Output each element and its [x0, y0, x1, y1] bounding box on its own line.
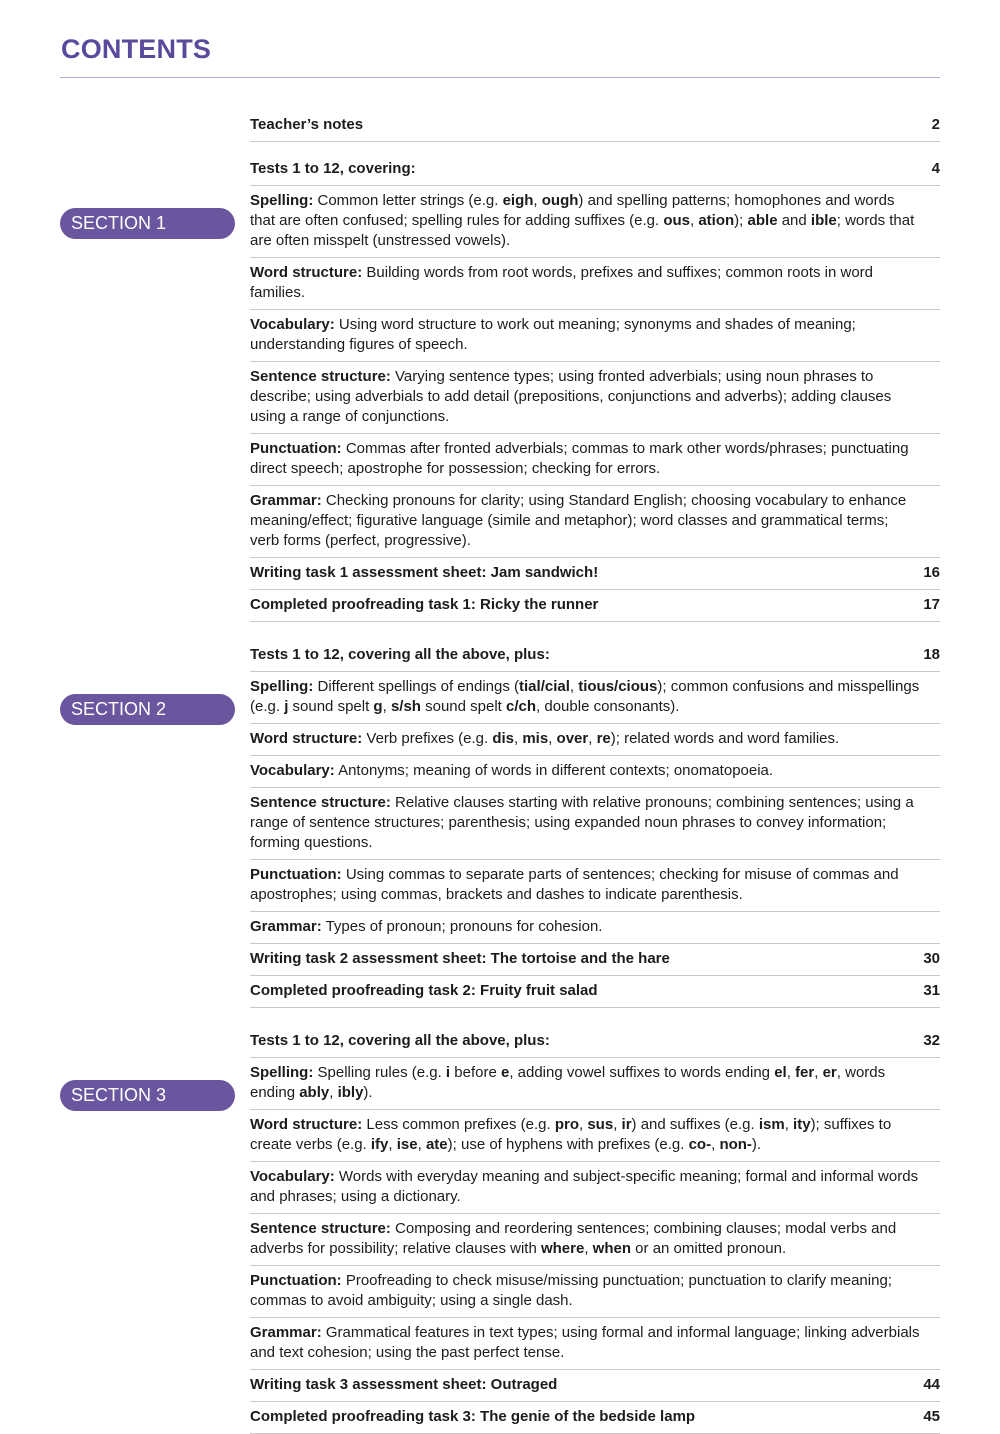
toc-entry-label: Completed proofreading task 1: Ricky the runner	[250, 596, 599, 613]
example-term: e	[500, 1064, 510, 1081]
example-term: ough	[541, 192, 579, 209]
toc-entry-page: 31	[923, 982, 940, 999]
description-text: ,	[584, 1240, 593, 1257]
description-text: sound spelt	[420, 698, 507, 715]
example-term: ibly	[337, 1084, 364, 1101]
toc-entry-page: 17	[923, 596, 940, 613]
topic-description	[250, 439, 940, 479]
description-text: ,	[417, 1136, 426, 1153]
toc-entry-label: Completed proofreading task 2: Fruity fruit salad	[250, 982, 598, 999]
example-term: s/sh	[390, 698, 421, 715]
topic-term: Sentence structure:	[250, 1220, 391, 1237]
topic-description	[250, 917, 940, 937]
description-text: ,	[613, 1116, 622, 1133]
description-text: Building words from root words, prefixes and suffixes; common roots in word families.	[250, 264, 874, 301]
description-text: ); use of hyphens with prefixes (e.g.	[447, 1136, 689, 1153]
example-term: mis	[522, 730, 549, 747]
toc-entry-page: 30	[923, 950, 940, 967]
description-text: ,	[569, 678, 579, 695]
topic-term: Word structure:	[250, 264, 363, 281]
example-term: er	[822, 1064, 837, 1081]
topic-row	[250, 1266, 940, 1318]
description-text: ,	[711, 1136, 720, 1153]
example-term: i	[445, 1064, 451, 1081]
example-term: ir	[621, 1116, 632, 1133]
description-text: suffixes to create verbs (e.g.	[250, 1116, 892, 1153]
example-term: able	[747, 212, 778, 229]
topic-description	[250, 1063, 940, 1103]
toc-entry-label: Completed proofreading task 3: The genie of the bedside lamp	[250, 1408, 696, 1425]
example-term: tious/cious	[578, 678, 658, 695]
topic-description	[250, 1115, 940, 1155]
description-text: , double consonants).	[536, 698, 680, 715]
example-term: c/ch	[506, 698, 537, 715]
example-term: co-	[688, 1136, 712, 1153]
contents-list	[60, 110, 940, 1434]
topic-term: Punctuation:	[250, 866, 342, 883]
description-text: and	[777, 212, 811, 229]
toc-entry-label: Writing task 3 assessment sheet: Outraged	[250, 1376, 558, 1393]
example-term: ation	[698, 212, 735, 229]
toc-entry-page: 16	[923, 564, 940, 581]
section-badge: SECTION 3	[60, 1080, 235, 1111]
page-title: CONTENTS	[61, 34, 212, 64]
toc-entry-task[interactable]	[250, 590, 940, 622]
description-text: ,	[533, 192, 542, 209]
example-term: ify	[370, 1136, 389, 1153]
example-term: j	[284, 698, 289, 715]
toc-entry-teachers-notes[interactable]	[250, 110, 940, 142]
description-text: ,	[388, 1136, 397, 1153]
topic-row	[250, 788, 940, 860]
example-term: non-	[719, 1136, 752, 1153]
topic-term: Spelling:	[250, 678, 314, 695]
topic-row	[250, 1318, 940, 1370]
example-term: ism	[758, 1116, 785, 1133]
topic-term: Word structure:	[250, 1116, 363, 1133]
example-term: ous	[663, 212, 690, 229]
description-text: Different spellings of endings (	[313, 678, 520, 695]
topic-term: Sentence structure:	[250, 794, 391, 811]
toc-entry-label: Writing task 1 assessment sheet: Jam sandwich!	[250, 564, 599, 581]
topic-row	[250, 1214, 940, 1266]
section-badge: SECTION 1	[60, 208, 235, 239]
description-text: Less common prefixes (e.g.	[362, 1116, 555, 1133]
topic-description	[250, 263, 940, 303]
toc-entry-label: Teacher’s notes	[250, 116, 364, 133]
example-term: g	[373, 698, 383, 715]
description-text: , adding vowel suffixes to words ending	[509, 1064, 775, 1081]
description-text: ); common confusions and misspellings (e.g.	[250, 678, 920, 715]
topic-term: Word structure:	[250, 730, 363, 747]
section-heading[interactable]	[250, 640, 940, 672]
toc-entry-label: Writing task 2 assessment sheet: The tortoise and the hare	[250, 950, 670, 967]
description-text: ,	[588, 730, 597, 747]
description-text: Antonyms; meaning of words in different contexts; onomatopoeia.	[334, 762, 774, 779]
section-heading-page: 18	[923, 646, 940, 663]
description-text: ).	[363, 1084, 373, 1101]
section-heading-label: Tests 1 to 12, covering:	[250, 160, 416, 177]
section-badge: SECTION 2	[60, 694, 235, 725]
description-text: Using word structure to work out meaning; synonyms and shades of meaning; understanding figures of speech.	[250, 316, 856, 353]
example-term: where	[540, 1240, 585, 1257]
topic-term: Grammar:	[250, 1324, 322, 1341]
example-term: el	[774, 1064, 787, 1081]
example-term: pro	[554, 1116, 579, 1133]
example-term: ity	[793, 1116, 811, 1133]
section-heading-label: Tests 1 to 12, covering all the above, plus:	[250, 646, 550, 663]
toc-entry-task[interactable]	[250, 1370, 940, 1402]
topic-term: Vocabulary:	[250, 1168, 335, 1185]
description-text: Varying sentence types; using fronted adverbials; using noun phrases to describe; using adverbials to add detail (prepositions, conjunctions and adverbs); adding clauses using a range of conjunctions.	[250, 368, 892, 425]
example-term: when	[592, 1240, 632, 1257]
section-heading[interactable]	[250, 1026, 940, 1058]
description-text: Proofreading to check misuse/missing punctuation; punctuation to clarify meaning; commas to avoid ambiguity; using a single dash.	[250, 1272, 892, 1309]
topic-row	[250, 1110, 940, 1162]
description-text: Words with everyday meaning and subject-specific meaning; formal and informal words and phrases; using a dictionary.	[250, 1168, 919, 1205]
description-text: Relative clauses starting with relative pronouns; combining sentences; using a range of sentence structures; parenthesis; using expanded noun phrases to convey information; forming questions.	[250, 794, 914, 851]
topic-term: Vocabulary:	[250, 316, 335, 333]
example-term: re	[596, 730, 611, 747]
section-heading[interactable]	[250, 154, 940, 186]
topic-description	[250, 1167, 940, 1207]
topic-term: Spelling:	[250, 192, 314, 209]
topic-description	[250, 793, 940, 853]
topic-term: Punctuation:	[250, 440, 342, 457]
description-text: ,	[786, 1064, 796, 1081]
description-text: Verb prefixes (e.g.	[362, 730, 493, 747]
example-term: sus	[587, 1116, 614, 1133]
description-text: or an omitted pronoun.	[631, 1240, 787, 1257]
topic-term: Spelling:	[250, 1064, 314, 1081]
description-text: ).	[751, 1136, 762, 1153]
topic-row	[250, 186, 940, 258]
example-term: eigh	[502, 192, 534, 209]
description-text: Composing and reordering sentences; combining clauses; modal verbs and adverbs for possibility; relative clauses with	[250, 1220, 897, 1257]
toc-entry-page: 45	[923, 1408, 940, 1425]
topic-description	[250, 191, 940, 251]
description-text: Common letter strings (e.g.	[313, 192, 503, 209]
section-block-1	[60, 154, 940, 622]
toc-entry-page: 2	[931, 116, 940, 133]
topic-row	[250, 912, 940, 944]
toc-entry-task[interactable]	[250, 976, 940, 1008]
example-term: fer	[795, 1064, 815, 1081]
topic-description	[250, 1323, 940, 1363]
description-text: Spelling rules (e.g.	[313, 1064, 446, 1081]
toc-entry-page: 44	[923, 1376, 940, 1393]
topic-description	[250, 761, 940, 781]
topic-row	[250, 756, 940, 788]
topic-row	[250, 310, 940, 362]
description-text: ) and spelling patterns; homophones and words that are often confused; spelling rules for adding suffixes (e.g.	[250, 192, 895, 229]
description-text: Types of pronoun; pronouns for cohesion.	[321, 918, 603, 935]
description-text: );	[810, 1116, 820, 1133]
section-heading-label: Tests 1 to 12, covering all the above, plus:	[250, 1032, 550, 1049]
example-term: ible	[810, 212, 837, 229]
topic-row	[250, 486, 940, 558]
section-block-2	[60, 640, 940, 1008]
topic-description	[250, 865, 940, 905]
description-text: ) and suffixes (e.g.	[631, 1116, 759, 1133]
topic-term: Sentence structure:	[250, 368, 391, 385]
example-term: over	[556, 730, 589, 747]
description-text: ); related words and word families.	[610, 730, 840, 747]
description-text: Using commas to separate parts of sentences; checking for misuse of commas and apostrophes; using commas, brackets and dashes to indicate parenthesis.	[250, 866, 899, 903]
description-text: ,	[689, 212, 699, 229]
description-text: ,	[514, 730, 523, 747]
example-term: tial/cial	[519, 678, 570, 695]
description-text: ,	[814, 1064, 823, 1081]
topic-term: Grammar:	[250, 918, 322, 935]
description-text: );	[734, 212, 744, 229]
section-heading-page: 32	[923, 1032, 940, 1049]
topic-row	[250, 434, 940, 486]
description-text: ,	[548, 730, 557, 747]
topic-description	[250, 1271, 940, 1311]
description-text: ; words that are often misspelt (unstressed vowels).	[250, 212, 915, 249]
description-text: sound spelt	[288, 698, 374, 715]
topic-row	[250, 672, 940, 724]
topic-row	[250, 1162, 940, 1214]
topic-term: Punctuation:	[250, 1272, 342, 1289]
example-term: ably	[299, 1084, 330, 1101]
example-term: dis	[492, 730, 514, 747]
topic-description	[250, 491, 940, 551]
description-text: , words ending	[250, 1064, 886, 1101]
description-text: before	[450, 1064, 501, 1081]
topic-description	[250, 1219, 940, 1259]
description-text: ,	[578, 1116, 588, 1133]
description-text: ,	[329, 1084, 338, 1101]
section-heading-page: 4	[931, 160, 940, 177]
topic-term: Vocabulary:	[250, 762, 335, 779]
topic-description	[250, 677, 940, 717]
toc-entry-task[interactable]	[250, 558, 940, 590]
toc-entry-task[interactable]	[250, 944, 940, 976]
description-text: Checking pronouns for clarity; using Standard English; choosing vocabulary to enhance meaning/effect; figurative language (simile and metaphor); word classes and grammatical terms; verb forms (perfect, progressive).	[250, 492, 907, 549]
topic-row	[250, 1058, 940, 1110]
intro-block	[60, 110, 940, 142]
description-text: ,	[784, 1116, 794, 1133]
example-term: ate	[425, 1136, 448, 1153]
topic-row	[250, 724, 940, 756]
description-text: Grammatical features in text types; using formal and informal language; linking adverbials and text cohesion; using the past perfect tense.	[250, 1324, 920, 1361]
topic-term: Grammar:	[250, 492, 322, 509]
section-block-3	[60, 1026, 940, 1434]
title-divider	[60, 77, 940, 78]
toc-entry-task[interactable]	[250, 1402, 940, 1434]
topic-description	[250, 315, 940, 355]
topic-row	[250, 362, 940, 434]
topic-row	[250, 258, 940, 310]
topic-description	[250, 729, 940, 749]
description-text: ,	[382, 698, 391, 715]
topic-row	[250, 860, 940, 912]
topic-description	[250, 367, 940, 427]
description-text: Commas after fronted adverbials; commas to mark other words/phrases; punctuating direct speech; apostrophe for possession; checking for errors.	[250, 440, 909, 477]
example-term: ise	[396, 1136, 418, 1153]
